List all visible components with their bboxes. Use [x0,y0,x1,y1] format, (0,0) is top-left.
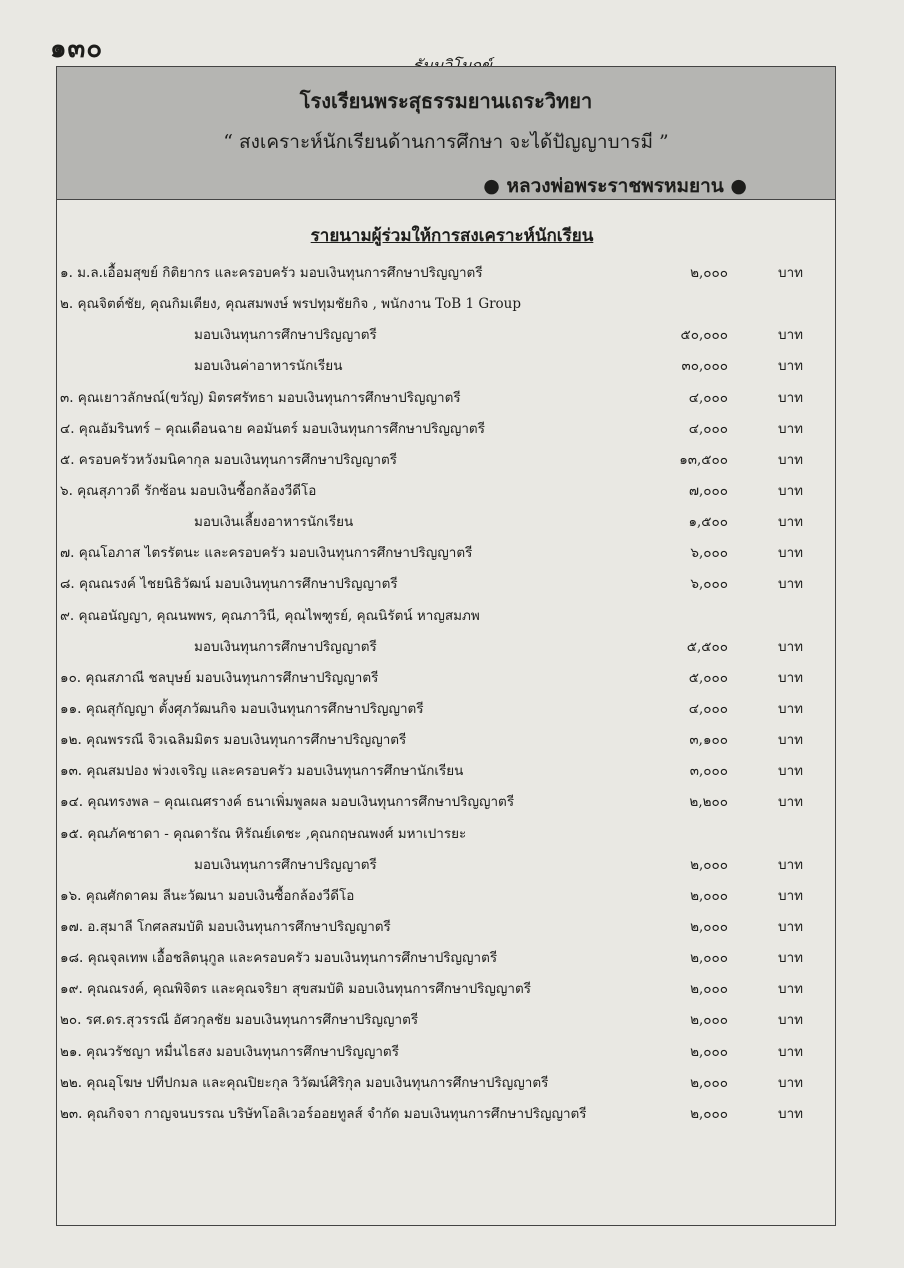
donation-amount: ๓,๑๐๐ [689,732,728,749]
donor-entry-text: ๖. คุณสุภาวดี รักซ้อน มอบเงินซื้อกล้องวีดีโอ [60,482,317,499]
donor-entry-text: ๒๑. คุณวรัชญา หมื่นไธสง มอบเงินทุนการศึกษาปริญญาตรี [60,1043,399,1060]
donor-entry-text: ๑๔. คุณทรงพล – คุณเณศรางค์ ธนาเพิ่มพูลผล มอบเงินทุนการศึกษาปริญญาตรี [60,794,515,811]
donation-amount: ๒,๐๐๐ [690,1012,728,1029]
currency-unit: บาท [778,545,804,562]
donor-entry-text: ๑๗. อ.สุมาลี โกศลสมบัติ มอบเงินทุนการศึกษาปริญญาตรี [60,918,391,935]
currency-unit: บาท [778,420,804,437]
currency-unit: บาท [778,887,804,904]
donor-entry-text: ๑๙. คุณณรงค์, คุณพิจิตร และคุณจริยา สุขสมบัติ มอบเงินทุนการศึกษาปริญญาตรี [60,981,531,998]
currency-unit: บาท [778,1012,804,1029]
donor-entry [60,850,820,881]
donor-entry [60,1005,820,1036]
donor-entry [60,787,820,818]
donor-entry-text: มอบเงินทุนการศึกษาปริญญาตรี [194,327,377,344]
currency-unit: บาท [778,669,804,686]
donor-entry-text: ๑๖. คุณศักดาคม ลีนะวัฒนา มอบเงินซื้อกล้องวีดีโอ [60,887,355,904]
donor-entry [60,351,820,382]
donor-entry [60,1037,820,1068]
currency-unit: บาท [778,327,804,344]
currency-unit: บาท [778,1105,804,1122]
donor-entry [60,476,820,507]
donor-entry [60,881,820,912]
donor-entry-text: ๑๘. คุณจุลเทพ เอื้อชลิตนุกูล และครอบครัว มอบเงินทุนการศึกษาปริญญาตรี [60,950,498,967]
donor-entry [60,819,820,850]
currency-unit: บาท [778,514,804,531]
school-name: โรงเรียนพระสุธรรมยานเถระวิทยา [299,89,593,113]
donor-entry-text: ๑๓. คุณสมปอง พ่วงเจริญ และครอบครัว มอบเงินทุนการศึกษานักเรียน [60,763,464,780]
school-banner [56,66,836,200]
donor-entry-text: ๗. คุณโอภาส ไตรรัตนะ และครอบครัว มอบเงินทุนการศึกษาปริญญาตรี [60,545,473,562]
donor-list-title: รายนามผู้ร่วมให้การสงเคราะห์นักเรียน [310,226,594,246]
donor-entry-text: ๕. ครอบครัวหวังมนิคากุล มอบเงินทุนการศึกษาปริญญาตรี [60,451,397,468]
donor-entry [60,320,820,351]
donation-amount: ๓๐,๐๐๐ [681,358,728,375]
donor-entry-text: ๑. ม.ล.เอื้อมสุขย์ กิติยากร และครอบครัว มอบเงินทุนการศึกษาปริญญาตรี [60,265,483,281]
donation-amount: ๗,๐๐๐ [688,482,728,499]
currency-unit: บาท [778,1074,804,1091]
donor-entry [60,694,820,725]
donation-amount: ๕,๕๐๐ [686,638,728,655]
donor-entry-text: มอบเงินค่าอาหารนักเรียน [194,358,343,375]
donor-entry-text: ๒๐. รศ.ดร.สุวรรณี อัศวกุลชัย มอบเงินทุนการศึกษาปริญญาตรี [60,1012,419,1029]
donor-entry [60,632,820,663]
page-number: ๑๓๐ [50,34,104,64]
donor-entry [60,507,820,538]
donor-entry [60,943,820,974]
donation-amount: ๖,๐๐๐ [690,576,728,593]
donor-entry [60,601,820,632]
currency-unit: บาท [778,576,804,593]
donor-entry [60,663,820,694]
donation-amount: ๒,๐๐๐ [690,981,728,998]
currency-unit: บาท [778,482,804,499]
currency-unit: บาท [778,794,804,811]
donation-amount: ๓,๐๐๐ [689,763,728,780]
donor-entry-text: ๑๕. คุณภัคชาดา - คุณดารัณ หิรัณย์เดชะ ,คุณกฤษณพงศ์ มหาเปารยะ [60,825,467,842]
donation-amount: ๒,๐๐๐ [690,1105,728,1122]
donor-entry-text: ๓. คุณเยาวลักษณ์(ขวัญ) มิตรศรัทธา มอบเงินทุนการศึกษาปริญญาตรี [60,389,461,406]
donor-entry [60,383,820,414]
donation-amount: ๒,๐๐๐ [690,265,728,281]
donor-entry-text: ๒๒. คุณอุโฆษ ปทีปกมล และคุณปิยะกุล วิวัฒน์ศิริกุล มอบเงินทุนการศึกษาปริญญาตรี [60,1074,549,1091]
donation-amount: ๕๐,๐๐๐ [680,327,728,344]
currency-unit: บาท [778,763,804,780]
currency-unit: บาท [778,981,804,998]
donation-amount: ๔,๐๐๐ [688,700,728,717]
currency-unit: บาท [778,732,804,749]
donation-amount: ๔,๐๐๐ [688,389,728,406]
donation-amount: ๒,๐๐๐ [690,950,728,967]
donor-entry [60,1099,820,1130]
donor-entry-text: ๘. คุณณรงค์ ไชยนิธิวัฒน์ มอบเงินทุนการศึกษาปริญญาตรี [60,576,398,593]
donation-amount: ๒,๒๐๐ [689,794,728,811]
donation-amount: ๒,๐๐๐ [690,918,728,935]
donor-entry [60,725,820,756]
donor-entry [60,756,820,787]
donor-entry-text: ๒. คุณจิตต์ชัย, คุณกิมเตียง, คุณสมพงษ์ พรปทุมชัยกิจ , พนักงาน ToB 1 Group [60,296,522,313]
donor-entry [60,414,820,445]
donation-amount: ๕,๐๐๐ [688,669,728,686]
donation-amount: ๑,๕๐๐ [688,514,728,531]
currency-unit: บาท [778,638,804,655]
currency-unit: บาท [778,358,804,375]
donor-entry-text: ๒๓. คุณกิจจา กาญจนบรรณ บริษัทโอลิเวอร์ออยทูลส์ จำกัด มอบเงินทุนการศึกษาปริญญาตรี [60,1105,587,1122]
currency-unit: บาท [778,856,804,873]
currency-unit: บาท [778,1043,804,1060]
donation-amount: ๖,๐๐๐ [690,545,728,562]
donor-entry [60,258,820,289]
currency-unit: บาท [778,918,804,935]
donor-entry [60,912,820,943]
donation-amount: ๒,๐๐๐ [690,856,728,873]
donation-amount: ๒,๐๐๐ [690,1043,728,1060]
donation-amount: ๔,๐๐๐ [688,420,728,437]
currency-unit: บาท [778,265,804,281]
donor-entry-text: ๑๐. คุณสภาณี ชลบุษย์ มอบเงินทุนการศึกษาปริญญาตรี [60,669,379,686]
donor-entry-text: มอบเงินทุนการศึกษาปริญญาตรี [194,856,377,873]
donation-amount: ๑๓,๕๐๐ [679,451,728,468]
donor-entry [60,289,820,320]
currency-unit: บาท [778,451,804,468]
donor-entry [60,538,820,569]
currency-unit: บาท [778,389,804,406]
donation-amount: ๒,๐๐๐ [690,887,728,904]
slogan-author: ● หลวงพ่อพระราชพรหมยาน ● [483,175,747,197]
currency-unit: บาท [778,700,804,717]
donor-entry-text: ๔. คุณอัมรินทร์ – คุณเดือนฉาย คอมันตร์ มอบเงินทุนการศึกษาปริญญาตรี [60,420,485,437]
donation-amount: ๒,๐๐๐ [690,1074,728,1091]
donor-entry [60,1068,820,1099]
donor-entry-text: ๑๑. คุณสุกัญญา ตั้งศุภวัฒนกิจ มอบเงินทุนการศึกษาปริญญาตรี [60,700,424,717]
donor-list [60,258,820,1130]
donor-entry [60,569,820,600]
donor-entry-text: ๑๒. คุณพรรณี จิวเฉลิมมิตร มอบเงินทุนการศึกษาปริญญาตรี [60,732,407,749]
school-slogan: “ สงเคราะห์นักเรียนด้านการศึกษา จะได้ปัญญาบารมี ” [223,131,669,153]
currency-unit: บาท [778,950,804,967]
donor-entry-text: มอบเงินทุนการศึกษาปริญญาตรี [194,638,377,655]
donor-entry [60,974,820,1005]
donor-entry [60,445,820,476]
donor-entry-text: มอบเงินเลี้ยงอาหารนักเรียน [194,514,354,531]
donor-entry-text: ๙. คุณอนัญญา, คุณนพพร, คุณภาวินี, คุณไพฑูรย์, คุณนิรัตน์ หาญสมภพ [60,607,480,624]
